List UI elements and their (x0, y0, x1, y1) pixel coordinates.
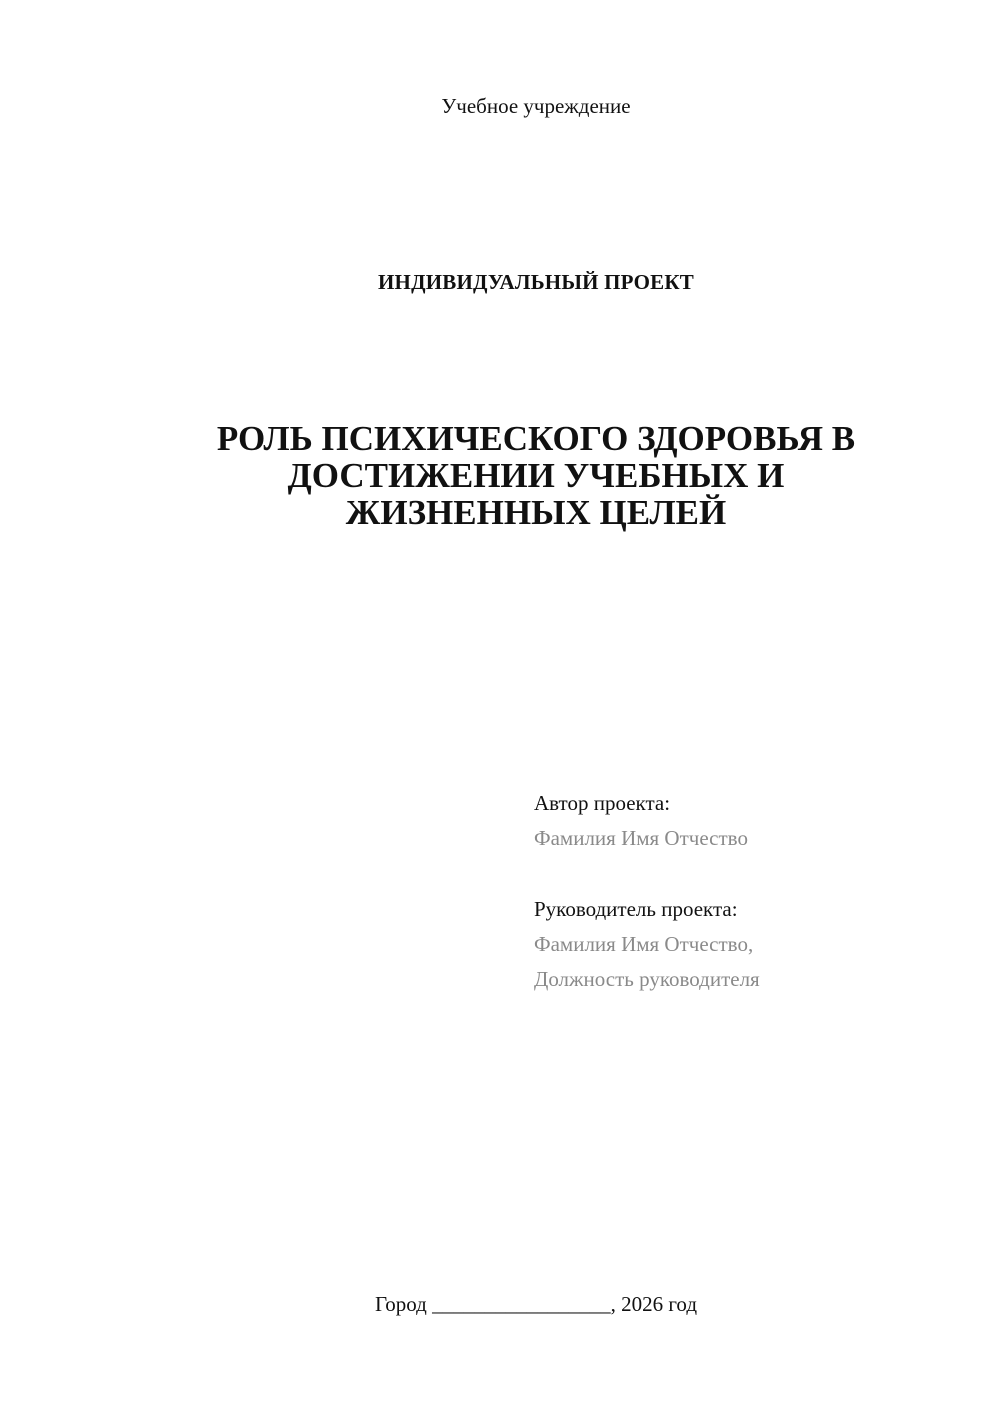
supervisor-name: Фамилия Имя Отчество, (534, 932, 754, 956)
project-title-line-1: РОЛЬ ПСИХИЧЕСКОГО ЗДОРОВЬЯ В (216, 419, 856, 458)
credits-block (534, 786, 974, 997)
city-year-line: Город _________________, 2026 год (374, 1292, 698, 1316)
project-title-line-3: ЖИЗНЕННЫХ ЦЕЛЕЙ (345, 493, 727, 532)
credits-spacer (534, 856, 974, 892)
project-title (160, 420, 912, 531)
author-label: Автор проекта: (534, 791, 671, 815)
institution-name: Учебное учреждение (441, 94, 631, 118)
project-title-line-2: ДОСТИЖЕНИИ УЧЕБНЫХ И (287, 456, 785, 495)
supervisor-label: Руководитель проекта: (534, 897, 738, 921)
supervisor-position: Должность руководителя (534, 967, 760, 991)
author-name: Фамилия Имя Отчество (534, 826, 748, 850)
document-type-label: ИНДИВИДУАЛЬНЫЙ ПРОЕКТ (378, 270, 694, 294)
